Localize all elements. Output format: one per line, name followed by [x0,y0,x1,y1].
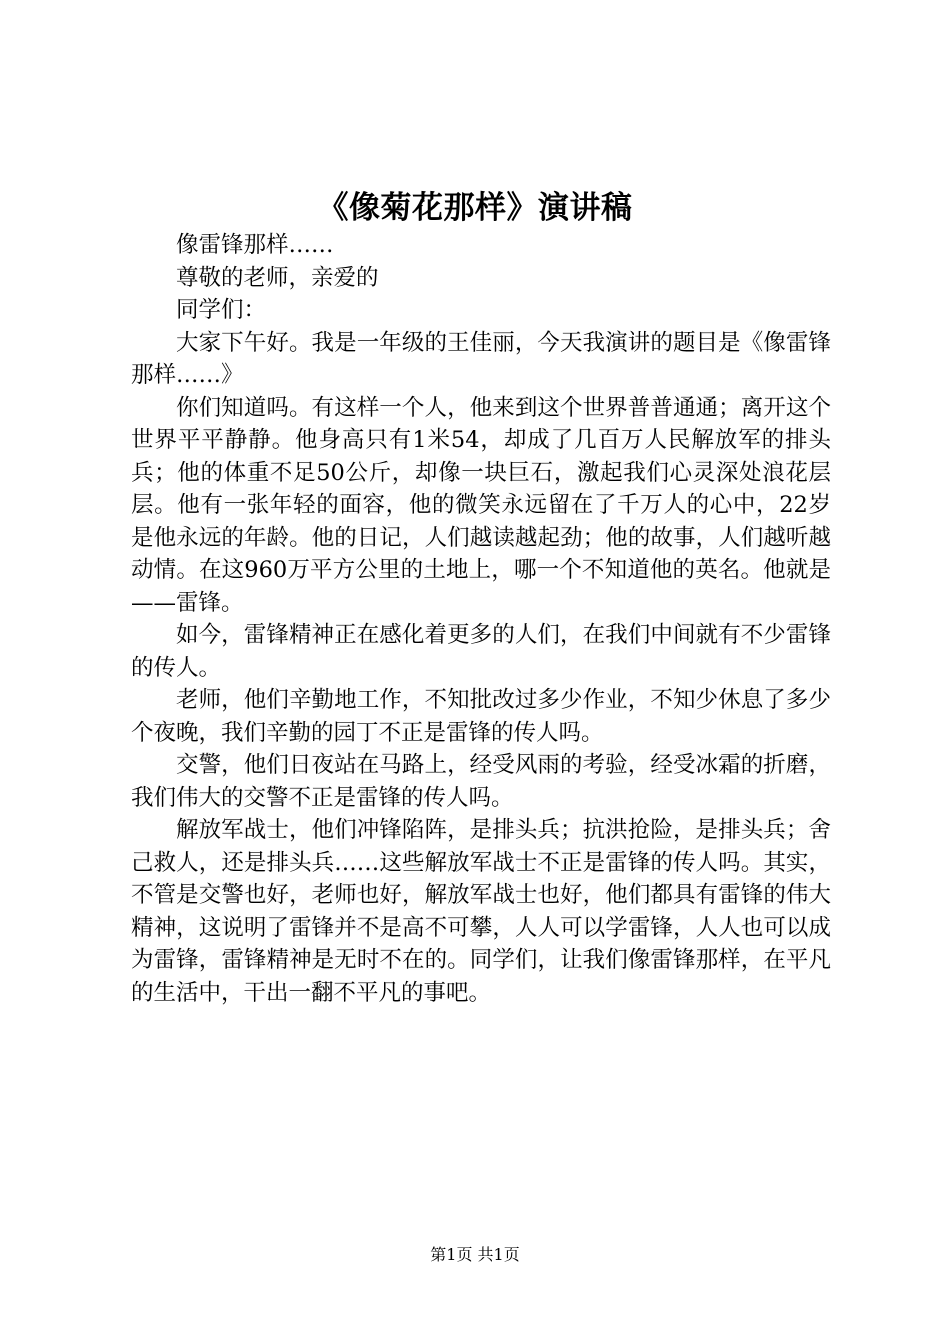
paragraph: 解放军战士，他们冲锋陷阵，是排头兵；抗洪抢险，是排头兵；舍己救人，还是排头兵……这些解放军战士不正是雷锋的传人吗。其实，不管是交警也好，老师也好，解放军战士也好，他们都具有雷锋的伟大精神，这说明了雷锋并不是高不可攀，人人可以学雷锋，人人也可以成为雷锋，雷锋精神是无时不在的。同学们，让我们像雷锋那样，在平凡的生活中，干出一翻不平凡的事吧。 [131,817,831,1006]
page-number-footer: 第1页 共1页 [430,1245,520,1264]
paragraph: 同学们： [176,297,267,323]
paragraph: 交警，他们日夜站在马路上，经受风雨的考验，经受冰霜的折磨，我们伟大的交警不正是雷锋的传人吗。 [131,752,831,811]
document-title: 《像菊花那样》演讲稿 [317,190,633,226]
paragraph: 大家下午好。我是一年级的王佳丽，今天我演讲的题目是《像雷锋那样……》 [131,329,831,388]
paragraph: 像雷锋那样…… [176,232,334,258]
paragraph: 老师，他们辛勤地工作，不知批改过多少作业，不知少休息了多少个夜晚，我们辛勤的园丁不正是雷锋的传人吗。 [131,687,831,746]
paragraph: 你们知道吗。有这样一个人，他来到这个世界普普通通；离开这个世界平平静静。他身高只有1米54，却成了几百万人民解放军的排头兵；他的体重不足50公斤，却像一块巨石，激起我们心灵深处浪花层层。他有一张年轻的面容，他的微笑永远留在了千万人的心中，22岁是他永远的年龄。他的日记，人们越读越起劲；他的故事，人们越听越动情。在这960万平方公里的土地上，哪一个不知道他的英名。他就是——雷锋。 [131,394,831,616]
paragraph: 尊敬的老师，亲爱的 [176,264,379,291]
document-body [131,206,831,1009]
paragraph: 如今，雷锋精神正在感化着更多的人们，在我们中间就有不少雷锋的传人。 [131,622,831,681]
